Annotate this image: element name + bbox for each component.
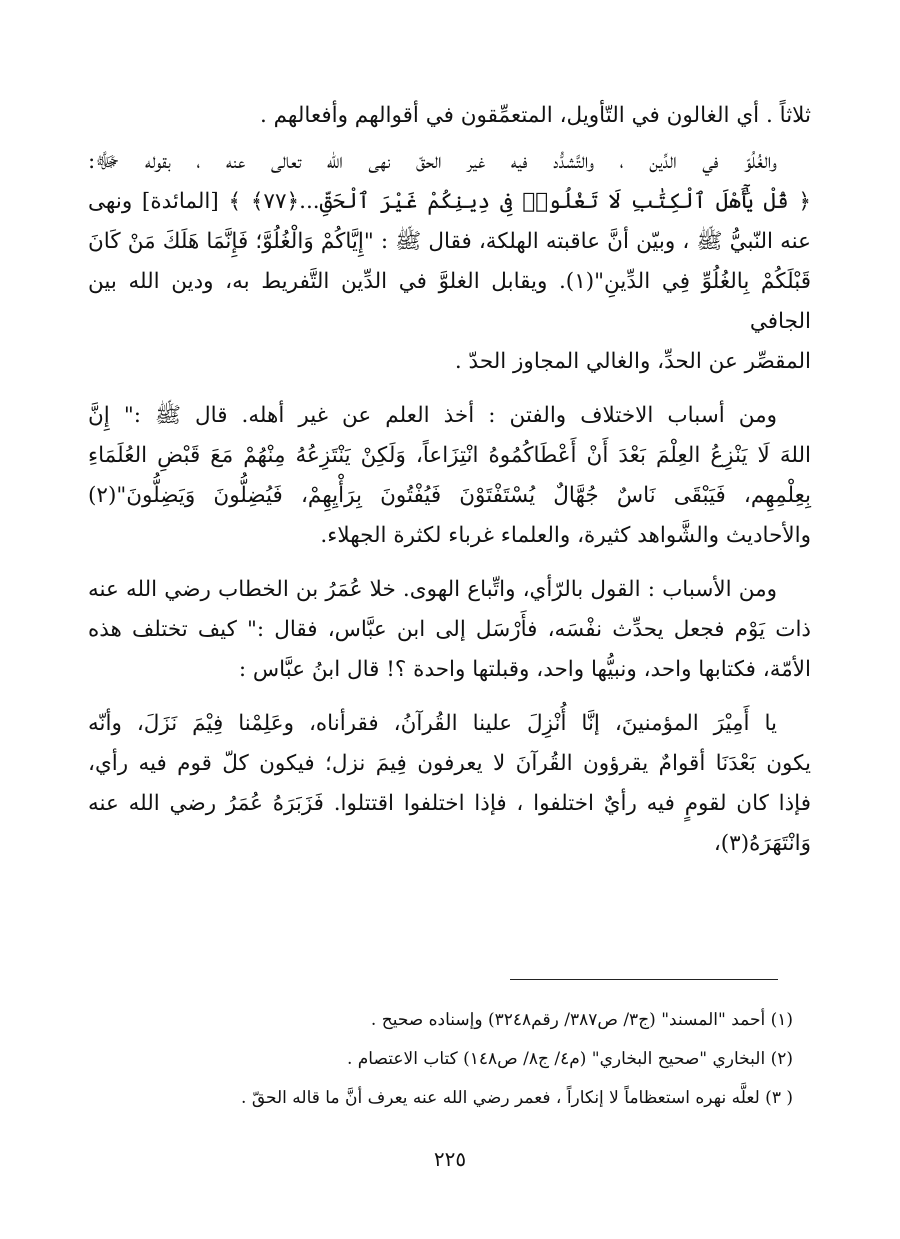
footnotes — [200, 1001, 793, 1118]
paragraph-3 — [88, 396, 811, 556]
text-line: والأحاديث والشَّواهد كثيرة، والعلماء غرباء لكثرة الجهلاء. — [320, 523, 811, 548]
text-line: والغُلُوّ في الدِّين ، والتَّشدُّد فيه غير الحقّ نهى الله تعالى عنه ، بقوله ﷻ: — [88, 149, 777, 174]
page-number: ٢٢٥ — [433, 1147, 467, 1171]
footnote-divider — [510, 979, 778, 980]
text-line: ومن أسباب الاختلاف والفتن : أخذ العلم عن غير أهله. قال ﷺ :" إِنَّ — [88, 403, 777, 428]
paragraph-4 — [88, 570, 811, 690]
footnote-2: (٢) البخاري "صحيح البخاري" (م٤/ ج٨/ ص١٤٨) كتاب الاعتصام . — [346, 1049, 793, 1069]
paragraph-1 — [88, 96, 811, 136]
text-line: يكون بَعْدَنَا أقوامٌ يقرؤون القُرآنَ لا يعرفون فِيمَ نزل؛ فيكون كلّ قوم فيه رأي، — [88, 751, 811, 776]
paragraph-2 — [88, 142, 811, 382]
text-line: ذات يَوْم فجعل يحدِّث نفْسَه، فأَرْسَل إلى ابن عبَّاس، فقال :" كيف تختلف هذه — [88, 617, 811, 642]
body-text — [88, 96, 811, 878]
text-line: ثلاثاً . أي الغالون في التّأويل، المتعمِّقون في أقوالهم وأفعالهم . — [259, 103, 811, 128]
text-line: فإذا كان لقومٍ فيه رأيٌ اختلفوا ، فإذا اختلفوا اقتتلوا. فَزَبَرَهُ عُمَرُ رضي الله عنه وَانْتَهَرَهُ(٣)، — [88, 791, 811, 856]
footnote-3: ( ٣) لعلَّه نهره استعظاماً لا إنكاراً ، فعمر رضي الله عنه يعرف أنَّ ما قاله الحقّ . — [241, 1088, 793, 1108]
text-line: يا أَمِيْرَ المؤمنينَ، إنَّا أُنْزِلَ علينا القُرآنُ، فقرأناه، وعَلِمْنا فِيْمَ نَزَلَ، وأنّه — [88, 711, 777, 736]
hadith-line: بِعِلْمِهِم، فَيَبْقَى نَاسٌ جُهَّالٌ يُسْتَفْتَوْنَ فَيُفْتُونَ بِرَأْيِهِمْ، فَيُضِلُّونَ وَيَضِلُّونَ"(٢) — [88, 483, 811, 508]
footnote-1: (١) أحمد "المسند" (ج٣/ ص٣٨٧/ رقم٣٢٤٨) وإسناده صحيح . — [370, 1010, 793, 1030]
quran-verse-line: ﴿ قُلْ يَٰٓأَهْلَ ٱلْكِتَٰبِ لَا تَغْلُوا۟ فِى دِينِكُمْ غَيْرَ ٱلْحَقِّ...﴿٧٧﴾ ﴾ [المائدة] ونهى — [88, 189, 811, 214]
hadith-line: اللهَ لَا يَنْزِعُ العِلْمَ بَعْدَ أَنْ أَعْطَاكُمُوهُ انْتِزَاعاً، وَلَكِنْ يَنْتَزِعُهُ مِنْهُمْ مَعَ قَبْضِ العُلَمَاءِ — [88, 443, 811, 468]
text-line: عنه النّبيُّ ﷺ ، وبيّن أنَّ عاقبته الهلكة، فقال ﷺ : "إِيَّاكُمْ وَالْغُلُوَّ؛ فَإِنَّمَا هَلَكَ مَنْ كَانَ — [88, 229, 811, 254]
text-line: ومن الأسباب : القول بالرّأي، واتِّباع الهوى. خلا عُمَرُ بن الخطاب رضي الله عنه — [88, 577, 777, 602]
text-line: المقصِّر عن الحدِّ، والغالي المجاوز الحدّ . — [454, 349, 811, 374]
text-line: قَبْلَكُمْ بِالغُلُوِّ فِي الدِّينِ"(١). ويقابل الغلوَّ في الدِّين التَّفريط به، ودين الله بين الجافي — [88, 269, 811, 334]
paragraph-5 — [88, 704, 811, 864]
text-line: الأمّة، فكتابها واحد، ونبيُّها واحد، وقبلتها واحدة ؟! قال ابنُ عبَّاس : — [238, 657, 811, 682]
